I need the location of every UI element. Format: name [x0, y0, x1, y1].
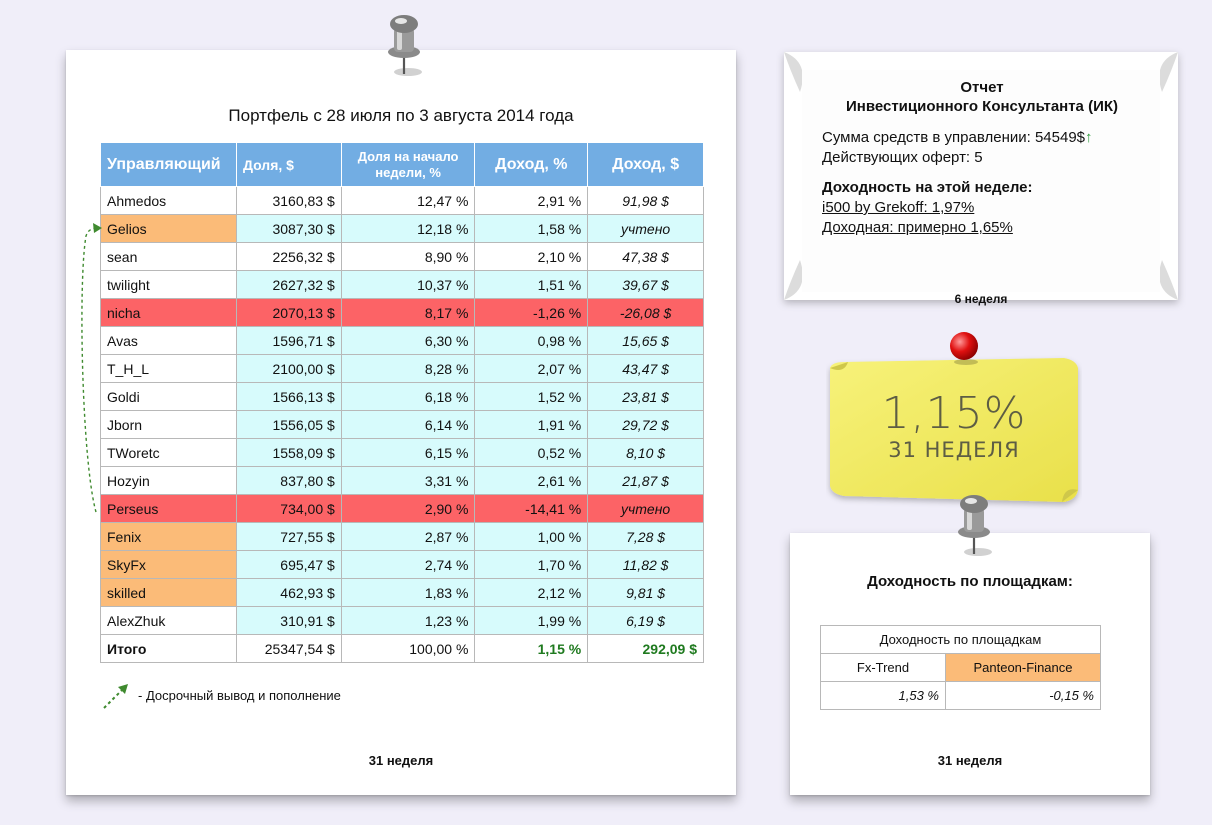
- cell-name: TWoretc: [101, 439, 237, 467]
- cell-usd: 91,98 $: [588, 187, 704, 215]
- sticky-week: 31 НЕДЕЛЯ: [888, 438, 1020, 462]
- cell-usd: учтено: [588, 495, 704, 523]
- cell-usd: 29,72 $: [588, 411, 704, 439]
- cell-pct: 1,52 %: [475, 383, 588, 411]
- platforms-table-head: Доходность по площадкам: [821, 626, 1101, 654]
- cell-pct: 2,10 %: [475, 243, 588, 271]
- table-row: [101, 383, 704, 411]
- cell-usd: 43,47 $: [588, 355, 704, 383]
- header-income-pct: Доход, %: [475, 143, 588, 187]
- table-row: [101, 355, 704, 383]
- table-row: [101, 299, 704, 327]
- platform-fx-trend-value: 1,53 %: [821, 682, 946, 710]
- cell-share: 734,00 $: [236, 495, 341, 523]
- cell-pct: 1,58 %: [475, 215, 588, 243]
- table-row: [101, 439, 704, 467]
- total-start: 100,00 %: [341, 635, 475, 663]
- cell-pct: 2,91 %: [475, 187, 588, 215]
- platforms-title: Доходность по площадкам:: [867, 573, 1073, 590]
- cell-share: 1596,71 $: [236, 327, 341, 355]
- cell-start: 10,37 %: [341, 271, 475, 299]
- cell-pct: 0,98 %: [475, 327, 588, 355]
- cell-usd: 23,81 $: [588, 383, 704, 411]
- portfolio-title: Портфель с 28 июля по 3 августа 2014 года: [228, 106, 574, 125]
- cell-name: AlexZhuk: [101, 607, 237, 635]
- cell-start: 6,15 %: [341, 439, 475, 467]
- cell-start: 3,31 %: [341, 467, 475, 495]
- cell-pct: 2,12 %: [475, 579, 588, 607]
- cell-name: Jborn: [101, 411, 237, 439]
- report-title-2: Инвестиционного Консультанта (ИК): [845, 98, 1118, 115]
- portfolio-header-row: [101, 143, 704, 187]
- cell-share: 2627,32 $: [236, 271, 341, 299]
- cell-pct: 2,07 %: [475, 355, 588, 383]
- cell-share: 695,47 $: [236, 551, 341, 579]
- cell-pct: -14,41 %: [475, 495, 588, 523]
- report-content: [822, 78, 1142, 238]
- cell-name: SkyFx: [101, 551, 237, 579]
- up-arrow-icon: ↑: [1085, 129, 1093, 146]
- table-row: [101, 187, 704, 215]
- cell-name: Hozyin: [101, 467, 237, 495]
- cell-name: skilled: [101, 579, 237, 607]
- report-week-label: 6 неделя: [954, 292, 1008, 306]
- yield-link-2[interactable]: Доходная: примерно 1,65%: [822, 219, 1013, 236]
- cell-start: 12,18 %: [341, 215, 475, 243]
- cell-share: 2256,32 $: [236, 243, 341, 271]
- platforms-names-row: [821, 654, 1101, 682]
- cell-start: 2,90 %: [341, 495, 475, 523]
- platforms-week-label: 31 неделя: [937, 753, 1003, 768]
- cell-pct: 1,51 %: [475, 271, 588, 299]
- total-pct: 1,15 %: [475, 635, 588, 663]
- cell-usd: 15,65 $: [588, 327, 704, 355]
- cell-start: 2,74 %: [341, 551, 475, 579]
- header-manager: Управляющий: [101, 143, 237, 187]
- offers-line: Действующих оферт: 5: [822, 149, 983, 166]
- cell-name: Perseus: [101, 495, 237, 523]
- cell-pct: 1,99 %: [475, 607, 588, 635]
- cell-name: Goldi: [101, 383, 237, 411]
- cell-start: 1,83 %: [341, 579, 475, 607]
- cell-usd: 11,82 $: [588, 551, 704, 579]
- platforms-sheet: [790, 533, 1150, 795]
- cell-share: 1566,13 $: [236, 383, 341, 411]
- platforms-head-row: [821, 626, 1101, 654]
- cell-usd: 6,19 $: [588, 607, 704, 635]
- cell-name: Ahmedos: [101, 187, 237, 215]
- funds-line: [822, 128, 1142, 148]
- cell-share: 2100,00 $: [236, 355, 341, 383]
- cell-name: Gelios: [101, 215, 237, 243]
- cell-usd: 8,10 $: [588, 439, 704, 467]
- cell-share: 462,93 $: [236, 579, 341, 607]
- cell-usd: 39,67 $: [588, 271, 704, 299]
- table-row: [101, 579, 704, 607]
- cell-share: 3160,83 $: [236, 187, 341, 215]
- cell-pct: 1,70 %: [475, 551, 588, 579]
- platforms-table: [820, 625, 1101, 710]
- cell-name: nicha: [101, 299, 237, 327]
- cell-start: 8,17 %: [341, 299, 475, 327]
- cell-usd: 21,87 $: [588, 467, 704, 495]
- cell-pct: 0,52 %: [475, 439, 588, 467]
- cell-share: 837,80 $: [236, 467, 341, 495]
- header-income-usd: Доход, $: [588, 143, 704, 187]
- cell-start: 1,23 %: [341, 607, 475, 635]
- cell-start: 6,14 %: [341, 411, 475, 439]
- table-row: [101, 411, 704, 439]
- table-row: [101, 551, 704, 579]
- red-pushpin-icon: [944, 328, 984, 368]
- cell-share: 310,91 $: [236, 607, 341, 635]
- total-name: Итого: [101, 635, 237, 663]
- dashed-curve-arrow-icon: [76, 222, 106, 516]
- cell-share: 2070,13 $: [236, 299, 341, 327]
- cell-pct: -1,26 %: [475, 299, 588, 327]
- yield-title: Доходность на этой неделе:: [822, 179, 1033, 196]
- portfolio-table: [100, 142, 704, 663]
- table-row: [101, 495, 704, 523]
- yield-link-1[interactable]: i500 by Grekoff: 1,97%: [822, 199, 975, 216]
- platform-fx-trend: Fx-Trend: [821, 654, 946, 682]
- cell-pct: 2,61 %: [475, 467, 588, 495]
- table-row: [101, 271, 704, 299]
- funds-text: Сумма средств в управлении: 54549$: [822, 129, 1086, 146]
- cell-share: 727,55 $: [236, 523, 341, 551]
- cell-start: 2,87 %: [341, 523, 475, 551]
- table-row: [101, 215, 704, 243]
- total-row: [101, 635, 704, 663]
- cell-share: 3087,30 $: [236, 215, 341, 243]
- header-share: Доля, $: [236, 143, 341, 187]
- cell-name: twilight: [101, 271, 237, 299]
- cell-share: 1556,05 $: [236, 411, 341, 439]
- portfolio-sheet: [66, 50, 736, 795]
- cell-usd: 47,38 $: [588, 243, 704, 271]
- total-share: 25347,54 $: [236, 635, 341, 663]
- pushpin-icon: [378, 8, 434, 80]
- cell-start: 12,47 %: [341, 187, 475, 215]
- sticky-percent: 1,15%: [881, 388, 1027, 439]
- table-row: [101, 243, 704, 271]
- platforms-values-row: [821, 682, 1101, 710]
- cell-start: 8,28 %: [341, 355, 475, 383]
- table-row: [101, 523, 704, 551]
- dashed-arrow-icon: [100, 680, 136, 714]
- cell-usd: учтено: [588, 215, 704, 243]
- legend-text: - Досрочный вывод и пополнение: [138, 688, 341, 703]
- left-week-label: 31 неделя: [368, 753, 434, 768]
- table-row: [101, 607, 704, 635]
- cell-usd: 7,28 $: [588, 523, 704, 551]
- cell-usd: 9,81 $: [588, 579, 704, 607]
- cell-pct: 1,91 %: [475, 411, 588, 439]
- platform-panteon: Panteon-Finance: [946, 654, 1101, 682]
- table-row: [101, 327, 704, 355]
- table-row: [101, 467, 704, 495]
- header-start-share: Доля на начало недели, %: [341, 143, 475, 187]
- total-usd: 292,09 $: [588, 635, 704, 663]
- report-title-1: Отчет: [960, 79, 1004, 96]
- cell-pct: 1,00 %: [475, 523, 588, 551]
- cell-name: T_H_L: [101, 355, 237, 383]
- cell-start: 8,90 %: [341, 243, 475, 271]
- portfolio-body: [101, 187, 704, 663]
- pushpin-icon: [948, 488, 1004, 560]
- cell-share: 1558,09 $: [236, 439, 341, 467]
- report-card: [776, 44, 1186, 312]
- cell-usd: -26,08 $: [588, 299, 704, 327]
- cell-start: 6,18 %: [341, 383, 475, 411]
- cell-name: sean: [101, 243, 237, 271]
- cell-name: Avas: [101, 327, 237, 355]
- platform-panteon-value: -0,15 %: [946, 682, 1101, 710]
- cell-name: Fenix: [101, 523, 237, 551]
- cell-start: 6,30 %: [341, 327, 475, 355]
